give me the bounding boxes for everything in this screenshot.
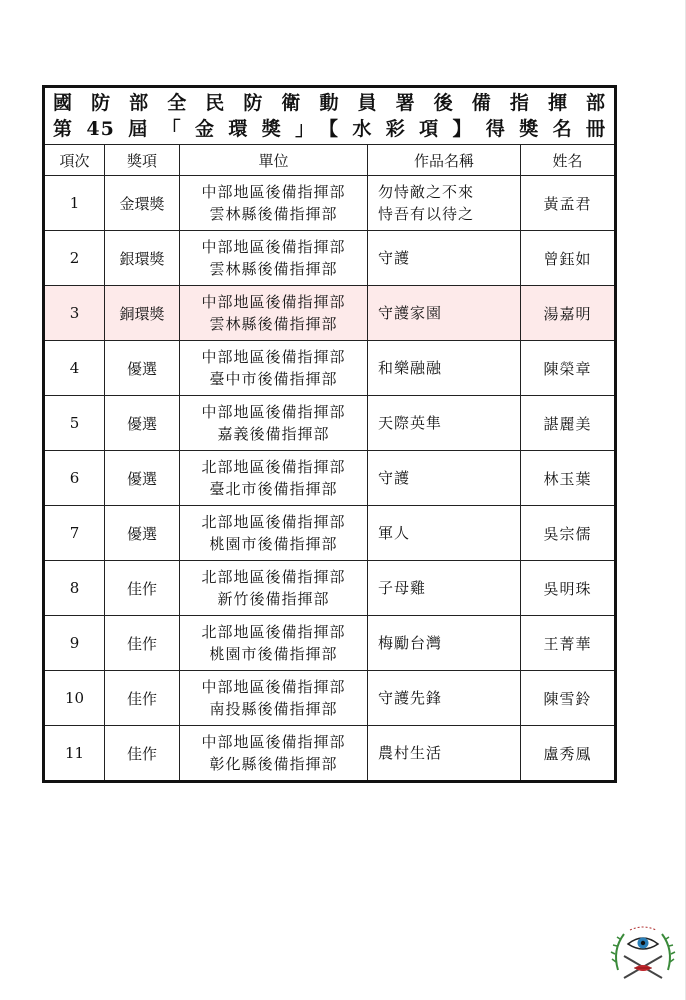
- unit-line-2: 嘉義後備指揮部: [217, 425, 330, 443]
- unit-line-2: 桃園市後備指揮部: [209, 645, 338, 663]
- unit-line-1: 中部地區後備指揮部: [201, 733, 346, 751]
- work-title-cell: [368, 451, 521, 506]
- unit-cell: [180, 616, 368, 671]
- award-level: 銅環獎: [105, 286, 180, 341]
- row-number: 1: [44, 176, 105, 231]
- winner-name: 湯嘉明: [521, 286, 616, 341]
- unit-line-2: 雲林縣後備指揮部: [209, 205, 338, 223]
- work-title-line-1: 農村生活: [378, 744, 443, 762]
- row-number: 3: [44, 286, 105, 341]
- unit-cell: [180, 726, 368, 782]
- work-title-line-1: 子母雞: [378, 579, 427, 597]
- row-number: 4: [44, 341, 105, 396]
- unit-line-2: 雲林縣後備指揮部: [209, 260, 338, 278]
- row-number: 2: [44, 231, 105, 286]
- unit-cell: [180, 176, 368, 231]
- award-level: 優選: [105, 451, 180, 506]
- title-row-2: [44, 116, 616, 145]
- row-number: 5: [44, 396, 105, 451]
- work-title-line-1: 梅勵台灣: [378, 634, 443, 652]
- work-title-cell: [368, 671, 521, 726]
- table-row: [44, 341, 616, 396]
- winner-name: 林玉葉: [521, 451, 616, 506]
- unit-line-2: 新竹後備指揮部: [217, 590, 330, 608]
- unit-line-1: 中部地區後備指揮部: [201, 348, 346, 366]
- document-title-line-1: 國防部全民防衛動員署後備指揮部: [53, 92, 607, 114]
- work-title-cell: [368, 341, 521, 396]
- unit-cell: [180, 671, 368, 726]
- work-title-line-1: 勿恃敵之不來: [378, 183, 475, 201]
- title-row-1: [44, 87, 616, 117]
- document-title-line-2: 第45屆「金環獎」【水彩項】得獎名冊: [53, 118, 607, 140]
- unit-line-2: 雲林縣後備指揮部: [209, 315, 338, 333]
- work-title-cell: [368, 396, 521, 451]
- winner-name: 陳雪鈴: [521, 671, 616, 726]
- table-row: [44, 286, 616, 341]
- table-row: [44, 231, 616, 286]
- column-header-award: 獎項: [105, 145, 180, 176]
- unit-line-2: 彰化縣後備指揮部: [209, 755, 338, 773]
- table-row: [44, 176, 616, 231]
- award-level: 優選: [105, 396, 180, 451]
- row-number: 10: [44, 671, 105, 726]
- column-header-work: 作品名稱: [368, 145, 521, 176]
- work-title-line-1: 和樂融融: [378, 359, 443, 377]
- unit-cell: [180, 286, 368, 341]
- winner-name: 王菁華: [521, 616, 616, 671]
- work-title-line-1: 守護: [378, 469, 411, 487]
- work-title-cell: [368, 726, 521, 782]
- unit-line-2: 臺中市後備指揮部: [209, 370, 338, 388]
- award-level: 優選: [105, 341, 180, 396]
- work-title-cell: [368, 616, 521, 671]
- table-row: [44, 506, 616, 561]
- unit-cell: [180, 396, 368, 451]
- column-header-row: [44, 145, 616, 176]
- award-level: 佳作: [105, 726, 180, 782]
- column-header-no: 項次: [44, 145, 105, 176]
- winner-name: 陳榮章: [521, 341, 616, 396]
- winner-name: 盧秀鳳: [521, 726, 616, 782]
- column-header-unit: 單位: [180, 145, 368, 176]
- award-level: 優選: [105, 506, 180, 561]
- winner-name: 黃孟君: [521, 176, 616, 231]
- work-title-cell: [368, 176, 521, 231]
- unit-line-1: 中部地區後備指揮部: [201, 238, 346, 256]
- unit-line-1: 中部地區後備指揮部: [201, 678, 346, 696]
- row-number: 6: [44, 451, 105, 506]
- winner-name: 諶麗美: [521, 396, 616, 451]
- work-title-cell: [368, 286, 521, 341]
- unit-line-1: 中部地區後備指揮部: [201, 403, 346, 421]
- award-level: 銀環獎: [105, 231, 180, 286]
- row-number: 7: [44, 506, 105, 561]
- award-level: 佳作: [105, 616, 180, 671]
- unit-line-1: 北部地區後備指揮部: [201, 623, 346, 641]
- work-title-cell: [368, 231, 521, 286]
- unit-line-2: 臺北市後備指揮部: [209, 480, 338, 498]
- work-title-line-2: 恃吾有以待之: [378, 205, 475, 223]
- unit-cell: [180, 231, 368, 286]
- award-level: 佳作: [105, 561, 180, 616]
- award-level: 金環獎: [105, 176, 180, 231]
- work-title-line-1: 軍人: [378, 524, 411, 542]
- work-title-line-1: 天際英隼: [378, 414, 443, 432]
- unit-line-1: 中部地區後備指揮部: [201, 293, 346, 311]
- table-body: [44, 176, 616, 782]
- award-level: 佳作: [105, 671, 180, 726]
- unit-cell: [180, 561, 368, 616]
- row-number: 11: [44, 726, 105, 782]
- table-row: [44, 396, 616, 451]
- work-title-cell: [368, 561, 521, 616]
- column-header-name: 姓名: [521, 145, 616, 176]
- table-row: [44, 561, 616, 616]
- winner-name: 吳宗儒: [521, 506, 616, 561]
- table-row: [44, 726, 616, 782]
- winner-name: 吳明珠: [521, 561, 616, 616]
- row-number: 8: [44, 561, 105, 616]
- award-roster-table: [42, 85, 617, 783]
- winner-name: 曾鈺如: [521, 231, 616, 286]
- table-row: [44, 616, 616, 671]
- unit-line-2: 桃園市後備指揮部: [209, 535, 338, 553]
- table-row: [44, 451, 616, 506]
- eye-and-brushes-emblem-icon: [608, 920, 678, 990]
- unit-cell: [180, 506, 368, 561]
- unit-line-1: 北部地區後備指揮部: [201, 458, 346, 476]
- unit-line-1: 北部地區後備指揮部: [201, 513, 346, 531]
- work-title-line-1: 守護: [378, 249, 411, 267]
- work-title-line-1: 守護家園: [378, 304, 443, 322]
- table-row: [44, 671, 616, 726]
- unit-line-1: 中部地區後備指揮部: [201, 183, 346, 201]
- unit-line-2: 南投縣後備指揮部: [209, 700, 338, 718]
- work-title-line-1: 守護先鋒: [378, 689, 443, 707]
- unit-cell: [180, 341, 368, 396]
- unit-cell: [180, 451, 368, 506]
- unit-line-1: 北部地區後備指揮部: [201, 568, 346, 586]
- work-title-cell: [368, 506, 521, 561]
- row-number: 9: [44, 616, 105, 671]
